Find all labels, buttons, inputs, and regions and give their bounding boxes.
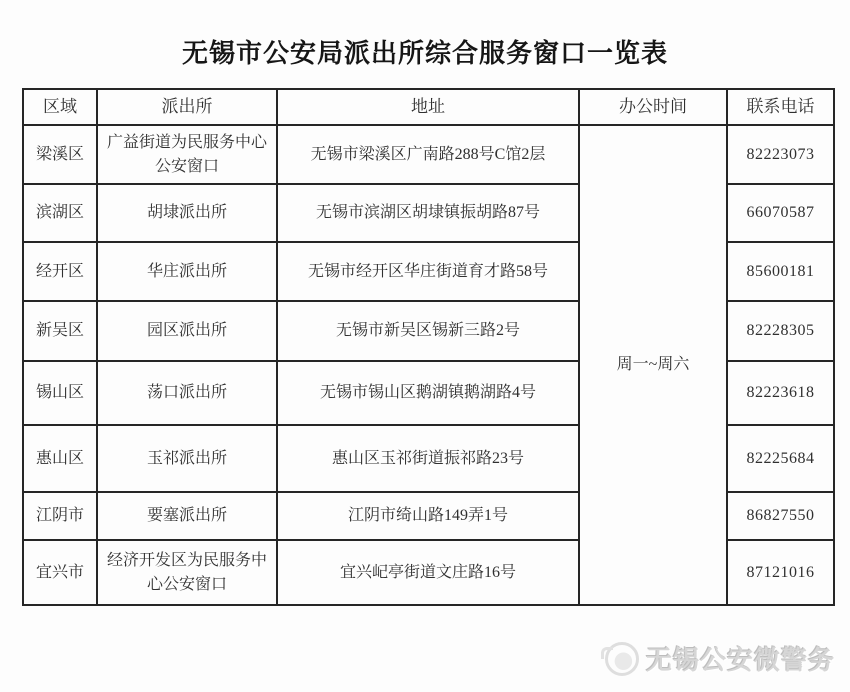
header-office-hours: 办公时间 — [579, 89, 727, 125]
table-row — [23, 125, 834, 184]
region-cell: 惠山区 — [23, 425, 97, 492]
region-cell: 经开区 — [23, 242, 97, 301]
header-phone: 联系电话 — [727, 89, 834, 125]
phone-cell: 66070587 — [727, 184, 834, 242]
phone-cell: 82223073 — [727, 125, 834, 184]
watermark-text: 无锡公安微警务 — [645, 645, 835, 675]
station-cell: 经济开发区为民服务中心公安窗口 — [97, 540, 277, 605]
phone-cell: 86827550 — [727, 492, 834, 540]
phone-cell: 85600181 — [727, 242, 834, 301]
station-cell: 园区派出所 — [97, 301, 277, 361]
address-cell: 无锡市梁溪区广南路288号C馆2层 — [277, 125, 579, 184]
phone-cell: 87121016 — [727, 540, 834, 605]
address-cell: 无锡市锡山区鹅湖镇鹅湖路4号 — [277, 361, 579, 425]
region-cell: 锡山区 — [23, 361, 97, 425]
page-title: 无锡市公安局派出所综合服务窗口一览表 — [181, 38, 668, 68]
station-cell: 玉祁派出所 — [97, 425, 277, 492]
station-cell: 胡埭派出所 — [97, 184, 277, 242]
station-cell: 华庄派出所 — [97, 242, 277, 301]
service-window-table — [22, 88, 835, 606]
region-cell: 梁溪区 — [23, 125, 97, 184]
police-badge-icon — [605, 642, 639, 676]
address-cell: 江阴市绮山路149弄1号 — [277, 492, 579, 540]
station-cell: 广益街道为民服务中心公安窗口 — [97, 125, 277, 184]
station-cell: 荡口派出所 — [97, 361, 277, 425]
table-header-row — [23, 89, 834, 125]
header-station: 派出所 — [97, 89, 277, 125]
region-cell: 滨湖区 — [23, 184, 97, 242]
header-region: 区域 — [23, 89, 97, 125]
address-cell: 惠山区玉祁街道振祁路23号 — [277, 425, 579, 492]
region-cell: 新吴区 — [23, 301, 97, 361]
address-cell: 无锡市滨湖区胡埭镇振胡路87号 — [277, 184, 579, 242]
address-cell: 无锡市新吴区锡新三路2号 — [277, 301, 579, 361]
phone-cell: 82228305 — [727, 301, 834, 361]
watermark — [605, 640, 835, 677]
station-cell: 要塞派出所 — [97, 492, 277, 540]
address-cell: 无锡市经开区华庄街道育才路58号 — [277, 242, 579, 301]
header-address: 地址 — [277, 89, 579, 125]
region-cell: 江阴市 — [23, 492, 97, 540]
phone-cell: 82225684 — [727, 425, 834, 492]
office-hours-cell: 周一~周六 — [579, 125, 727, 605]
address-cell: 宜兴屺亭街道文庄路16号 — [277, 540, 579, 605]
phone-cell: 82223618 — [727, 361, 834, 425]
region-cell: 宜兴市 — [23, 540, 97, 605]
